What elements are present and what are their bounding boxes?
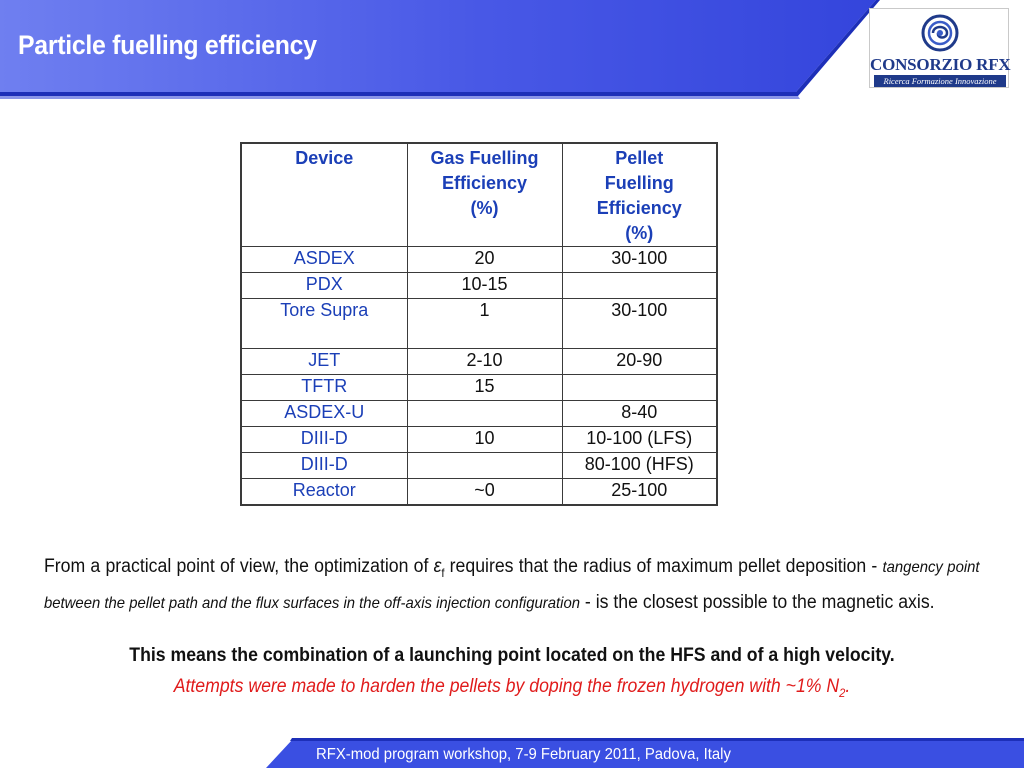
table-row xyxy=(241,375,717,401)
device-cell: Reactor xyxy=(241,479,407,505)
table-row xyxy=(241,273,717,299)
gas-cell: 10-15 xyxy=(407,273,562,299)
pellet-cell: 30-100 xyxy=(562,247,717,273)
gas-cell: 2-10 xyxy=(407,349,562,375)
pellet-cell xyxy=(562,273,717,299)
footer-text: RFX-mod program workshop, 7-9 February 2011, Padova, Italy xyxy=(316,746,731,763)
table-row xyxy=(241,453,717,479)
attempts-red-line xyxy=(36,676,988,700)
attempts-text: Attempts were made to harden the pellets by doping the frozen hydrogen with ~1% N xyxy=(173,676,840,697)
device-cell: JET xyxy=(241,349,407,375)
header-device xyxy=(241,143,407,247)
pellet-cell: 8-40 xyxy=(562,401,717,427)
table-row xyxy=(241,349,717,375)
gas-cell: 20 xyxy=(407,247,562,273)
device-cell: ASDEX xyxy=(241,247,407,273)
table-row xyxy=(241,427,717,453)
device-cell: DIII-D xyxy=(241,453,407,479)
paragraph-italic-note: tangency point between the pellet path and the flux surfaces in the off-axis injection configuration xyxy=(44,559,980,612)
pellet-cell: 30-100 xyxy=(562,299,717,349)
attempts-end: . xyxy=(845,676,851,697)
logo-name: CONSORZIO RFX xyxy=(870,55,1011,74)
table-header-row xyxy=(241,143,717,247)
header-pellet-efficiency xyxy=(562,143,717,247)
device-cell: ASDEX-U xyxy=(241,401,407,427)
paragraph-text-3: - is the closest possible to the magnetic axis. xyxy=(580,591,935,613)
pellet-cell: 80-100 (HFS) xyxy=(562,453,717,479)
swirl-logo-icon xyxy=(920,11,960,55)
header-gas-label: Gas Fuelling Efficiency (%) xyxy=(430,148,539,218)
header-device-label: Device xyxy=(295,148,354,168)
paragraph-text-2: requires that the radius of maximum pellet deposition - xyxy=(444,556,883,577)
pellet-cell xyxy=(562,375,717,401)
pellet-cell: 25-100 xyxy=(562,479,717,505)
pellet-cell: 20-90 xyxy=(562,349,717,375)
table-row xyxy=(241,247,717,273)
gas-cell: 1 xyxy=(407,299,562,349)
epsilon-subscript: f xyxy=(441,565,445,580)
slide-title: Particle fuelling efficiency xyxy=(18,30,317,60)
conclusion-bold-line: This means the combination of a launching point located on the HFS and of a high velocity. xyxy=(129,645,895,666)
device-cell: TFTR xyxy=(241,375,407,401)
header-pellet-label: Pellet Fuelling Efficiency (%) xyxy=(596,148,682,243)
body-paragraph xyxy=(44,552,980,619)
table-row xyxy=(241,299,717,349)
paragraph-text-1: From a practical point of view, the optimization of xyxy=(44,556,434,577)
gas-cell xyxy=(407,401,562,427)
gas-cell xyxy=(407,453,562,479)
logo-tagline: Ricerca Formazione Innovazione xyxy=(874,75,1006,87)
device-cell: PDX xyxy=(241,273,407,299)
device-cell: Tore Supra xyxy=(241,299,407,349)
consorzio-rfx-logo xyxy=(869,8,1009,88)
fuelling-efficiency-table xyxy=(240,142,718,506)
nitrogen-subscript: 2 xyxy=(839,685,846,700)
device-cell: DIII-D xyxy=(241,427,407,453)
table-row xyxy=(241,401,717,427)
gas-cell: 15 xyxy=(407,375,562,401)
table-row xyxy=(241,479,717,505)
gas-cell: 10 xyxy=(407,427,562,453)
header-gas-efficiency xyxy=(407,143,562,247)
pellet-cell: 10-100 (LFS) xyxy=(562,427,717,453)
epsilon-symbol: ε xyxy=(433,556,442,577)
gas-cell: ~0 xyxy=(407,479,562,505)
